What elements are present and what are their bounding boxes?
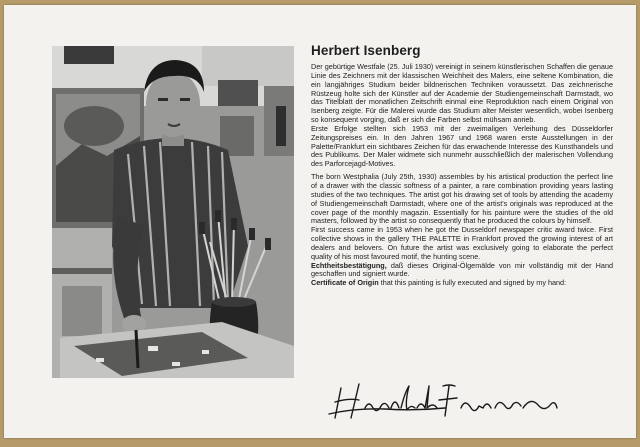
german-success: Erste Erfolge stellten sich 1953 mit der zweimaligen Verleihung des Düsseldorfer Zeitungspreises ein. In den Jahren 1967 und 1968 waren erste Ausstellungen in der Palette/Frankfurt ein sichtbares Zeichen für das erwachende Interesse des Kunsthandels und des Publikums. Der Maler widmete sich nunmehr ausschließlich der malerischen Vollendung des Parforcejagd-Motives. [311, 123, 613, 169]
certificate-german-label: Echtheitsbestätigung, [311, 260, 387, 270]
artist-photo [52, 46, 294, 378]
certificate-german [311, 262, 613, 280]
certificate-text [311, 43, 613, 288]
certificate-english-label: Certificate of Origin [311, 278, 379, 288]
certificate-english-text: that this painting is fully executed and signed by my hand: [380, 278, 567, 288]
german-bio: Der gebürtige Westfale (25. Juli 1930) vereinigt in seinem künstlerischen Schaffen die genaue Linie des Zeichners mit der klassischen Weichheit des Malers, eine seltene Kombination, die ein langjähriges Studium beider bildnerischen Techniken voraussetzt. Das zeichnerische Rüstzeug holte sich der Künstler auf der Academie der Studiengemeinschaft Darmstadt, wo das Titelblatt der monatlichen Zeitschrift einmal eine Reproduktion nach einem Original von Isenberg zeigte. Für die Malerei wurde das Studium alter Meister wesentlich, wobei Isenberg so konsequent vorging, daß er sich die Farben selbst mühsam anrieb. [311, 62, 613, 125]
english-bio: The born Westphalia (July 25th, 1930) assembles by his artistical production the perfect line of a drawer with the classic softness of a painter, a rare combination providing years lasting studies of the two techniques. The artist got his drawing set of tools by attending the academy of Studiengemeinschaft Darmstadt, where one of the artist's originals was reproduced at the cover page of the monthly magazin. Essentially for his painture were the studies of the old masters, followed by the artist so consequently that he produced the colours by himself. [311, 172, 613, 226]
certificate-english [311, 279, 613, 288]
artist-name: Herbert Isenberg [311, 43, 421, 58]
certificate-german-text: daß dieses Original-Ölgemälde von mir vollständig mit der Hand geschaffen und signiert wurde. [311, 260, 614, 279]
signature [325, 378, 561, 426]
english-success: First success came in 1953 when he got the Dusseldorf newspaper critic award twice. First collective shows in the gallery THE PALETTE in Frankfort proved the growing interest of art dealers and belovers. On future the artist was exclusively going to elaborate the perfect quality of his most favoured motif, the hunting scene. [311, 225, 613, 261]
